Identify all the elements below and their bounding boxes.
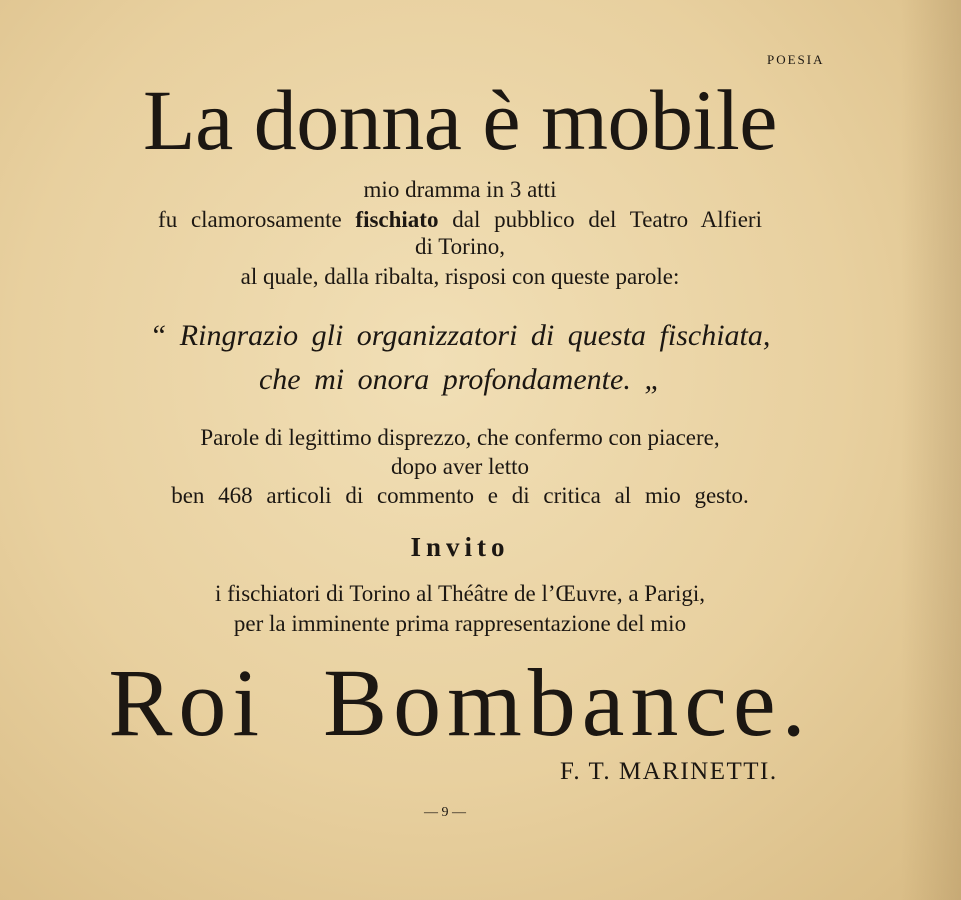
play-title: Roi Bombance. <box>108 649 812 756</box>
intro-line-2 <box>60 206 860 234</box>
invito-heading: Invito <box>410 532 510 562</box>
emphasis-fischiato: fischiato <box>355 207 439 232</box>
response-line-1: Parole di legittimo disprezzo, che confermo con piacere, <box>200 425 720 450</box>
response-line-3: ben 468 articoli di commento e di critica al mio gesto. <box>171 483 749 508</box>
section-header: POESIA <box>767 52 825 67</box>
poem-title: La donna è mobile <box>143 72 777 168</box>
intro-line-3: di Torino, <box>415 234 505 259</box>
intro-line-4: al quale, dalla ribalta, risposi con queste parole: <box>240 264 680 289</box>
author-signature: F. T. MARINETTI. <box>560 758 778 785</box>
intro-line-2-start: fu clamorosamente <box>158 207 356 232</box>
intro-line-2-end: dal pubblico del Teatro Alfieri <box>438 207 762 232</box>
page-edge-shadow <box>901 0 961 900</box>
invitation-line-2: per la imminente prima rappresentazione del mio <box>233 611 687 636</box>
quote-line-2: che mi onora profondamente. „ <box>258 363 662 396</box>
invitation-line-1: i fischiatori di Torino al Théâtre de l’Œuvre, a Parigi, <box>215 581 705 606</box>
page-number: — 9 — <box>424 805 466 820</box>
quote-line-1: “ Ringrazio gli organizzatori di questa fischiata, <box>149 319 771 352</box>
intro-line-1: mio dramma in 3 atti <box>363 177 557 202</box>
response-line-2: dopo aver letto <box>391 454 529 479</box>
